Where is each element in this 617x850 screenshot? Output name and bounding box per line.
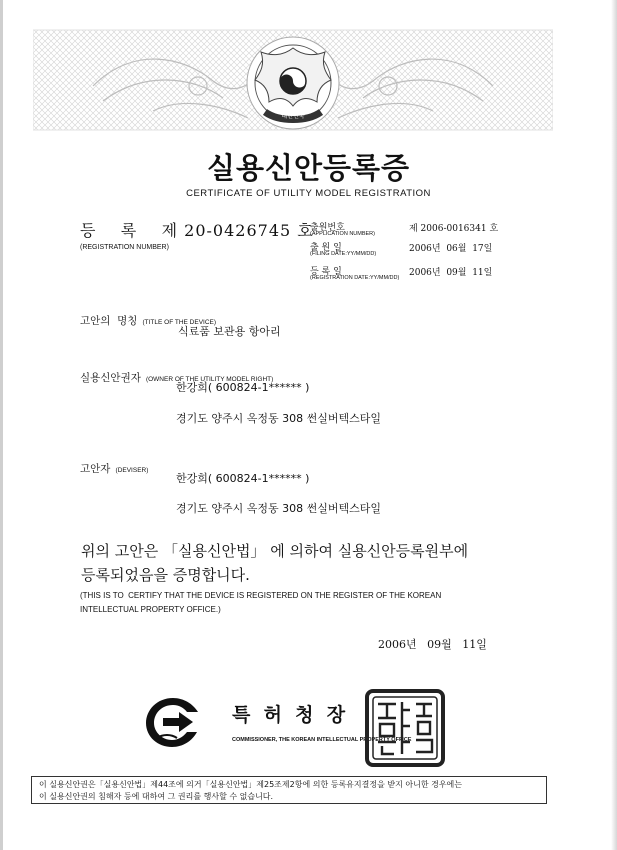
registration-label-en: (REGISTRATION NUMBER): [80, 244, 169, 251]
device-title-value: 식료품 보관용 항아리: [178, 325, 281, 338]
registration-date-label: 등 록 일: [310, 267, 342, 277]
legal-notice-line-1: 이 실용신안권은「실용신안법」제44조에 의거「실용신안법」제25조제2항에 의한 등록유지결정을 받지 아니한 경우에는: [39, 780, 463, 789]
statement-en-line-1: (THIS IS TO CERTIFY THAT THE DEVICE IS REGISTERED ON THE REGISTER OF THE KOREAN: [80, 591, 442, 600]
statement-line-2: 등록되었음을 증명합니다.: [81, 566, 250, 584]
legal-notice-line-2: 이 실용신안권의 침해자 등에 대하여 그 권리를 행사할 수 없습니다.: [39, 792, 274, 801]
header-ornament: [33, 26, 553, 136]
emblem-text: 대한민국: [281, 113, 305, 120]
statement-en-line-2: INTELLECTUAL PROPERTY OFFICE.): [80, 605, 221, 614]
certificate-title-en: CERTIFICATE OF UTILITY MODEL REGISTRATION: [186, 188, 431, 199]
registration-number-value: 20-0426745: [184, 221, 292, 240]
deviser-label: 고안자: [80, 463, 111, 475]
registration-date-value: 2006년 09월 11일: [409, 268, 493, 278]
issue-date: 2006년 09월 11일: [378, 638, 487, 651]
owner-label-en: (OWNER OF THE UTILITY MODEL RIGHT): [145, 376, 274, 383]
deviser-address: 경기도 양주시 옥정동 308 썬실버텍스타일: [176, 502, 381, 515]
deviser-row: [80, 457, 148, 476]
deviser-name: 한강희( 600824-1****** ): [176, 472, 310, 485]
certificate-title: 실용신안등록증: [206, 151, 411, 185]
owner-address: 경기도 양주시 옥정동 308 썬실버텍스타일: [176, 412, 381, 425]
official-seal-icon: [364, 688, 446, 768]
application-number-label: 출원번호: [310, 223, 345, 233]
owner-name: 한강희( 600824-1****** ): [176, 381, 310, 394]
filing-date-label: 출 원 일: [310, 243, 342, 253]
deviser-label-en: (DEVISER): [115, 467, 149, 474]
registration-label: 등 록 제: [80, 221, 179, 240]
application-number-label-en: (APPLICATION NUMBER): [310, 231, 375, 237]
device-title-label: 고안의 명칭: [80, 315, 138, 327]
scan-edge-left: [0, 0, 3, 850]
legal-notice-box: [31, 776, 547, 804]
filing-date-label-en: (FILING DATE:YY/MM/DD): [310, 251, 377, 257]
registration-number: [80, 218, 314, 241]
kipo-commissioner-name: 특 허 청 장: [232, 704, 346, 726]
filing-date-value: 2006년 06월 17일: [409, 244, 493, 254]
scan-edge-right: [611, 0, 617, 850]
registration-suffix: 호: [297, 221, 314, 240]
device-title-label-en: (TITLE OF THE DEVICE): [142, 319, 217, 326]
kipo-commissioner-en: COMMISSIONER, THE KOREAN INTELLECTUAL PROPERTY OFFICE: [232, 737, 412, 743]
statement-line-1: 위의 고안은 「실용신안법」 에 의하여 실용신안등록원부에: [81, 542, 469, 560]
application-number-value: 제 2006-0016341 호: [409, 224, 499, 234]
kipo-logo-icon: [143, 694, 203, 750]
owner-label: 실용신안권자: [80, 372, 141, 384]
registration-date-label-en: (REGISTRATION DATE:YY/MM/DD): [310, 275, 400, 281]
